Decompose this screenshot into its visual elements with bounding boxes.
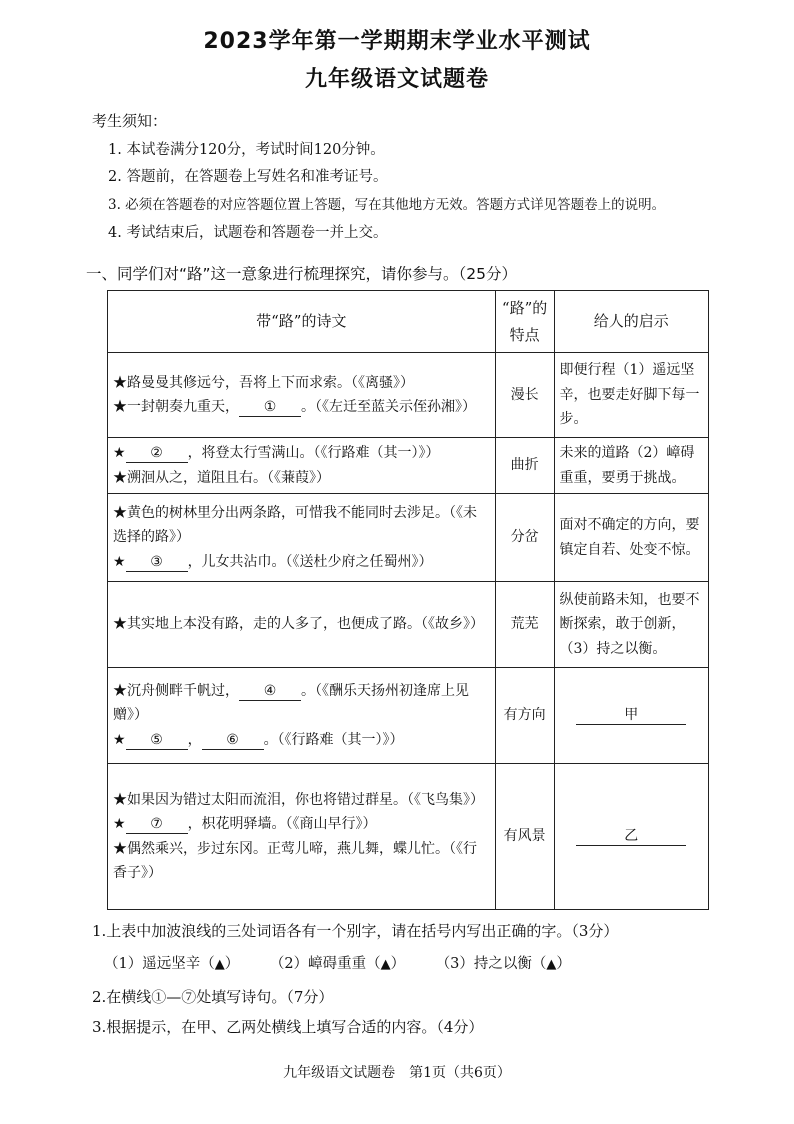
insight-cell: 纵使前路未知，也要不断探索，敢于创新，（3）持之以衡。	[554, 582, 708, 668]
blank-5[interactable]: ⑤	[126, 732, 188, 750]
insight-cell	[554, 668, 708, 764]
poem-cell	[108, 582, 496, 668]
poem-line: ★如果因为错过太阳而流泪，你也将错过群星。（《飞鸟集》）	[113, 791, 484, 808]
poem-line: ★路曼曼其修远兮，吾将上下而求索。（《离骚》）	[113, 374, 414, 391]
fill-jia[interactable]: 甲	[576, 707, 686, 725]
fill-yi[interactable]: 乙	[576, 828, 686, 846]
table-row	[108, 668, 709, 764]
poem-line: ★偶然乘兴，步过东冈。正莺儿啼，燕儿舞，蝶儿忙。（《行香子》）	[113, 840, 477, 881]
notice-heading: 考生须知：	[92, 112, 168, 130]
poem-cell	[108, 353, 496, 438]
answer-triangle-icon[interactable]: ▲	[214, 957, 225, 972]
feature-cell: 有方向	[495, 668, 554, 764]
poem-line: ★ ⑤ ， ⑥ 。（《行路难（其一）》）	[113, 731, 404, 748]
feature-cell: 曲折	[495, 438, 554, 494]
table-row	[108, 353, 709, 438]
header-insight: 给人的启示	[554, 291, 708, 353]
q1-item-3: （3）持之以衡（▲）	[435, 956, 571, 972]
feature-cell: 分岔	[495, 494, 554, 582]
header-feature: “路”的特点	[495, 291, 554, 353]
section-heading: 一、同学们对“路”这一意象进行梳理探究，请你参与。（25分）	[86, 265, 518, 283]
page-footer: 九年级语文试题卷 第1页（共6页）	[283, 1065, 511, 1081]
poem-cell	[108, 764, 496, 910]
insight-cell	[554, 764, 708, 910]
notice-item: 1. 本试卷满分120分，考试时间120分钟。	[108, 142, 385, 158]
exam-subtitle: 九年级语文试题卷	[304, 67, 489, 92]
table-row	[108, 764, 709, 910]
table-row	[108, 494, 709, 582]
poem-cell	[108, 438, 496, 494]
poem-line: ★ ② ，将登太行雪满山。（《行路难（其一）》）	[113, 445, 440, 461]
question-1: 1.上表中加波浪线的三处词语各有一个别字，请在括号内写出正确的字。（3分）	[92, 922, 619, 940]
table-header-row	[108, 291, 709, 353]
question-1-items	[104, 952, 597, 973]
blank-2[interactable]: ②	[126, 445, 188, 463]
poem-line: ★黄色的树林里分出两条路，可惜我不能同时去涉足。（《未选择的路》）	[113, 504, 477, 546]
blank-1[interactable]: ①	[239, 399, 301, 417]
table-row	[108, 582, 709, 668]
answer-triangle-icon[interactable]: ▲	[380, 957, 391, 972]
poem-cell	[108, 494, 496, 582]
feature-cell: 荒芜	[495, 582, 554, 668]
blank-3[interactable]: ③	[126, 554, 188, 572]
poem-line: ★其实地上本没有路，走的人多了，也便成了路。（《故乡》）	[113, 616, 484, 633]
poem-line: ★ ⑦ ，枳花明驿墙。（《商山早行》）	[113, 816, 377, 832]
feature-cell: 漫长	[495, 353, 554, 438]
answer-triangle-icon[interactable]: ▲	[546, 957, 557, 972]
notice-item: 3. 必须在答题卷的对应答题位置上答题，写在其他地方无效。答题方式详见答题卷上的说明。	[108, 197, 666, 213]
question-2: 2.在横线①—⑦处填写诗句。（7分）	[92, 988, 334, 1006]
blank-6[interactable]: ⑥	[202, 732, 264, 750]
blank-4[interactable]: ④	[239, 683, 301, 701]
insight-cell: 未来的道路（2）嶂碍重重，要勇于挑战。	[554, 438, 708, 494]
poem-line: ★一封朝奏九重天， ① 。（《左迁至蓝关示侄孙湘》）	[113, 399, 476, 415]
poem-cell	[108, 668, 496, 764]
header-poems: 带“路”的诗文	[108, 291, 496, 353]
notice-item: 2. 答题前，在答题卷上写姓名和准考证号。	[108, 169, 388, 185]
feature-cell: 有风景	[495, 764, 554, 910]
poem-line: ★沉舟侧畔千帆过， ④ 。（《酬乐天扬州初逢席上见赠》）	[113, 682, 469, 724]
road-table	[107, 290, 709, 910]
question-3: 3.根据提示，在甲、乙两处横线上填写合适的内容。（4分）	[92, 1018, 484, 1036]
insight-cell: 面对不确定的方向，要镇定自若、处变不惊。	[554, 494, 708, 582]
notice-item: 4. 考试结束后，试题卷和答题卷一并上交。	[108, 225, 388, 241]
table-row	[108, 438, 709, 494]
poem-line: ★ ③ ，儿女共沾巾。（《送杜少府之任蜀州》）	[113, 553, 433, 570]
q1-item-2: （2）嶂碍重重（▲）	[269, 956, 406, 972]
exam-title: 2023学年第一学期期末学业水平测试	[203, 29, 591, 54]
blank-7[interactable]: ⑦	[126, 816, 188, 834]
poem-line: ★溯洄从之，道阻且右。（《蒹葭》）	[113, 469, 330, 486]
q1-item-1: （1）遥远坚辛（▲）	[104, 956, 240, 972]
insight-cell: 即便行程（1）遥远坚辛，也要走好脚下每一步。	[554, 353, 708, 438]
